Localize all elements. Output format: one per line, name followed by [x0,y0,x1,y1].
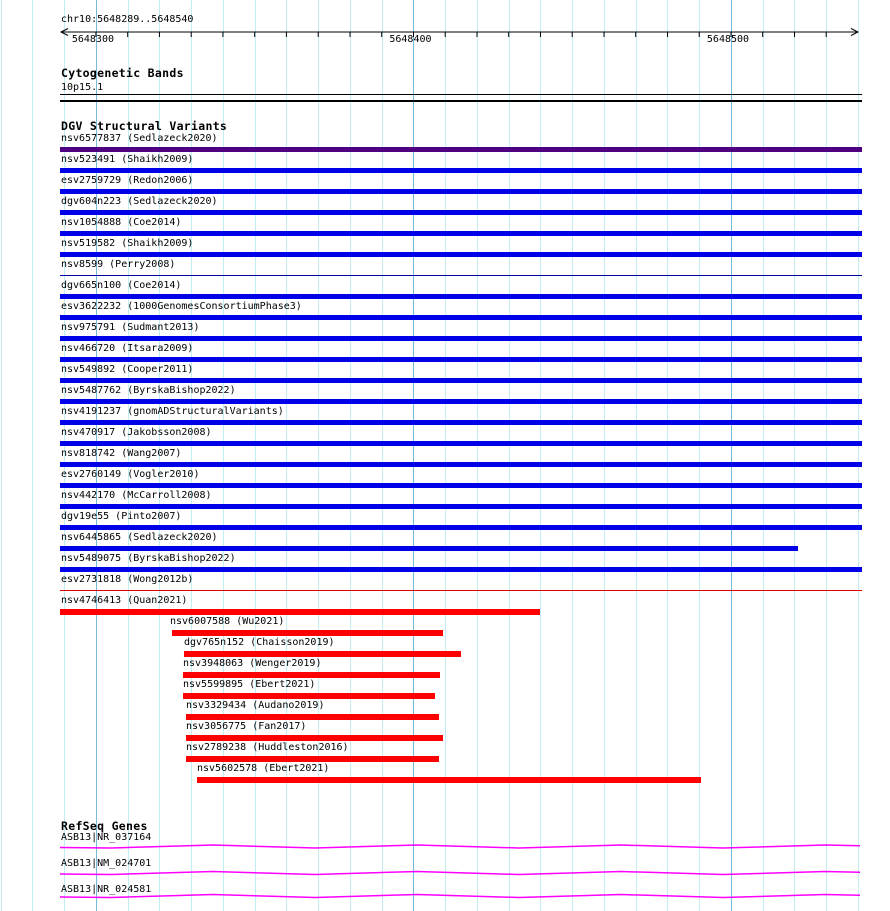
variant-bar[interactable] [60,462,862,467]
variant-label[interactable]: nsv470917 (Jakobsson2008) [61,426,212,438]
variant-bar[interactable] [60,210,862,215]
variant-bar[interactable] [197,777,701,783]
variant-label[interactable]: nsv8599 (Perry2008) [61,258,176,270]
cytoband-glyph [60,94,862,102]
variant-label[interactable]: dgv19e55 (Pinto2007) [61,510,182,522]
variant-label[interactable]: nsv5489075 (ByrskaBishop2022) [61,552,236,564]
variant-label[interactable]: nsv6577837 (Sedlazeck2020) [61,132,218,144]
variant-label[interactable]: nsv3056775 (Fan2017) [186,720,307,732]
variant-bar[interactable] [60,294,862,299]
variant-bar[interactable] [60,252,862,257]
variant-label[interactable]: nsv6445865 (Sedlazeck2020) [61,531,218,543]
variant-label[interactable]: esv2759729 (Redon2006) [61,174,194,186]
track-header-refseq-genes: RefSeq Genes [61,818,148,833]
region-title: chr10:5648289..5648540 [61,13,194,25]
variant-bar[interactable] [186,735,443,741]
variant-bar[interactable] [60,441,862,446]
variant-label[interactable]: nsv6007588 (Wu2021) [170,615,285,627]
cytoband-label: 10p15.1 [61,81,104,93]
variant-label[interactable]: nsv442170 (McCarroll2008) [61,489,212,501]
variant-bar[interactable] [60,147,862,152]
variant-label[interactable]: nsv549892 (Cooper2011) [61,363,194,375]
variant-label[interactable]: esv3622232 (1000GenomesConsortiumPhase3) [61,300,302,312]
variant-bar[interactable] [60,525,862,530]
variant-label[interactable]: nsv4746413 (Quan2021) [61,594,188,606]
variant-label[interactable]: nsv3948063 (Wenger2019) [183,657,322,669]
ruler-tick-label: 5648300 [71,33,114,45]
variant-bar[interactable] [60,609,540,615]
variant-bar[interactable] [184,651,461,657]
variant-bar[interactable] [60,546,798,551]
variant-bar[interactable] [60,275,862,277]
variant-bar[interactable] [60,357,862,362]
variant-bar[interactable] [60,483,862,488]
gene-intron-line[interactable] [60,845,860,848]
variant-bar[interactable] [60,315,862,320]
variant-bar[interactable] [60,168,862,173]
variant-bar[interactable] [60,504,862,509]
variant-bar[interactable] [60,399,862,404]
ruler-tick-label: 5648500 [706,33,750,45]
variant-bar[interactable] [60,567,862,572]
variant-bar[interactable] [183,693,435,699]
variant-label[interactable]: nsv2789238 (Huddleston2016) [186,741,349,753]
variant-label[interactable]: nsv519582 (Shaikh2009) [61,237,194,249]
variant-bar[interactable] [60,420,862,425]
variant-label[interactable]: esv2760149 (Vogler2010) [61,468,200,480]
variant-label[interactable]: dgv665n100 (Coe2014) [61,279,182,291]
gene-label[interactable]: ASB13|NR_037164 [61,832,152,843]
variant-bar[interactable] [172,630,443,636]
variant-label[interactable]: nsv5602578 (Ebert2021) [197,762,330,774]
variant-label[interactable]: nsv4191237 (gnomADStructuralVariants) [61,405,284,417]
variant-label[interactable]: dgv765n152 (Chaisson2019) [184,636,335,648]
gene-intron-line[interactable] [60,895,860,898]
gene-label[interactable]: ASB13|NR_024581 [61,884,152,895]
variant-bar[interactable] [60,189,862,194]
variant-label[interactable]: dgv604n223 (Sedlazeck2020) [61,195,218,207]
variant-label[interactable]: nsv1054888 (Coe2014) [61,216,182,228]
ruler-tick-label: 5648400 [389,33,432,45]
gene-intron-line[interactable] [60,872,860,875]
track-header-cytogenetic-bands: Cytogenetic Bands [61,66,184,80]
variant-label[interactable]: nsv5487762 (ByrskaBishop2022) [61,384,236,396]
variant-label[interactable]: nsv975791 (Sudmant2013) [61,321,200,333]
variant-bar[interactable] [186,756,439,762]
variant-bar[interactable] [186,714,439,720]
variant-bar[interactable] [60,336,862,341]
variant-bar[interactable] [183,672,440,678]
variant-bar[interactable] [60,378,862,383]
variant-bar[interactable] [60,231,862,236]
gene-label[interactable]: ASB13|NM_024701 [61,858,152,869]
variant-label[interactable]: nsv5599895 (Ebert2021) [183,678,316,690]
variant-label[interactable]: nsv466720 (Itsara2009) [61,342,194,354]
variant-label[interactable]: nsv818742 (Wang2007) [61,447,182,459]
track-header-dgv-structural-variants: DGV Structural Variants [61,118,228,133]
variant-bar[interactable] [60,590,862,592]
variant-label[interactable]: nsv523491 (Shaikh2009) [61,153,194,165]
variant-label[interactable]: nsv3329434 (Audano2019) [186,699,325,711]
variant-label[interactable]: esv2731818 (Wong2012b) [61,573,194,585]
